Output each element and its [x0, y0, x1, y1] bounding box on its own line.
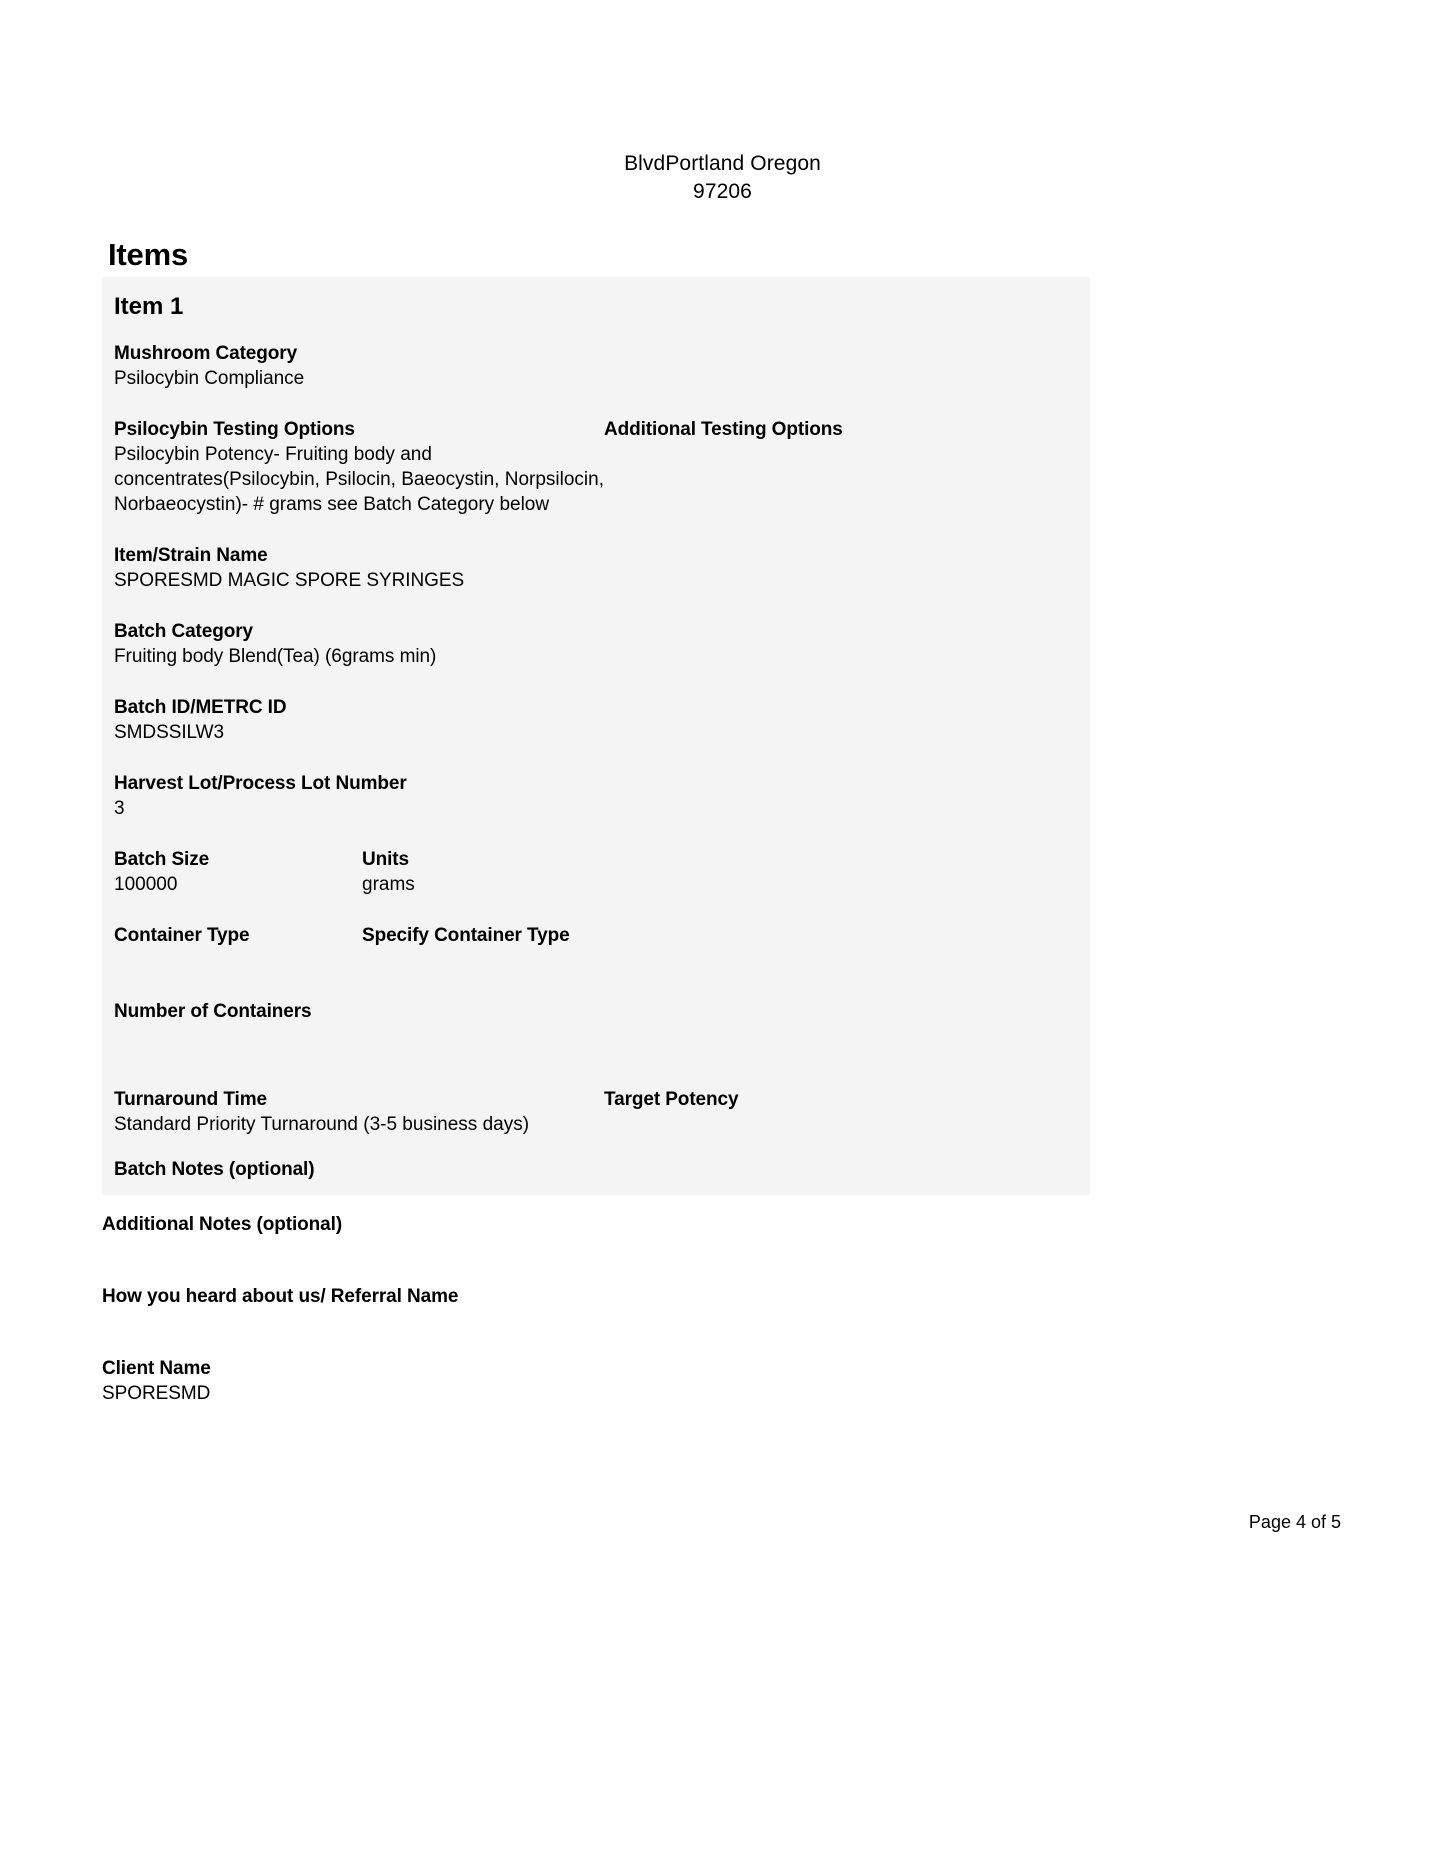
field-item-strain-name: [114, 543, 1090, 593]
turnaround-time-label: Turnaround Time: [114, 1089, 267, 1110]
batch-id-metrc-id-label: Batch ID/METRC ID: [114, 697, 287, 718]
additional-notes-value: [102, 1237, 1090, 1238]
additional-notes-label: Additional Notes (optional): [102, 1214, 343, 1235]
header-address-line-2: 97206: [693, 180, 752, 203]
item-strain-name-label: Item/Strain Name: [114, 545, 268, 566]
field-specify-container-type: [362, 923, 1090, 973]
units-value: grams: [362, 874, 415, 895]
field-units: [362, 847, 1090, 897]
harvest-lot-number-label: Harvest Lot/Process Lot Number: [114, 773, 407, 794]
batch-size-label: Batch Size: [114, 849, 210, 870]
row-batch-size-units: [114, 847, 1090, 897]
specify-container-type-label: Specify Container Type: [362, 925, 570, 946]
psilocybin-testing-options-label: Psilocybin Testing Options: [114, 419, 355, 440]
number-of-containers-label: Number of Containers: [114, 1001, 312, 1022]
field-mushroom-category: [114, 341, 1090, 391]
mushroom-category-value: Psilocybin Compliance: [114, 368, 305, 389]
field-referral: [102, 1284, 1090, 1310]
field-batch-size: [114, 847, 362, 897]
field-client-name: [102, 1356, 1090, 1406]
turnaround-time-value: Standard Priority Turnaround (3-5 business days): [114, 1114, 530, 1135]
field-number-of-containers: [114, 999, 1090, 1049]
page-number-footer: Page 4 of 5: [1248, 1512, 1341, 1532]
document-header: [0, 150, 1445, 206]
batch-notes-value: [114, 1182, 1090, 1207]
field-container-type: [114, 923, 362, 973]
additional-testing-options-label: Additional Testing Options: [604, 419, 843, 440]
items-section-heading: Items: [108, 237, 188, 272]
row-testing-options: [114, 417, 1090, 517]
field-additional-testing-options: [604, 417, 1090, 517]
field-harvest-lot-number: [114, 771, 1090, 821]
field-batch-notes: [114, 1157, 1090, 1207]
additional-testing-options-value: [604, 442, 1090, 467]
item-panel: [102, 277, 1090, 1195]
specify-container-type-value: [362, 948, 1090, 973]
item-title: Item 1: [114, 293, 184, 320]
mushroom-category-label: Mushroom Category: [114, 343, 298, 364]
field-psilocybin-testing-options: [114, 417, 604, 517]
referral-value: [102, 1309, 1090, 1310]
row-turnaround-target: [114, 1087, 1090, 1137]
batch-notes-label: Batch Notes (optional): [114, 1159, 315, 1180]
harvest-lot-number-value: 3: [114, 798, 125, 819]
container-type-value: [114, 948, 362, 973]
target-potency-value: [604, 1112, 1090, 1137]
field-additional-notes: [102, 1212, 1090, 1238]
batch-category-label: Batch Category: [114, 621, 254, 642]
referral-label: How you heard about us/ Referral Name: [102, 1286, 459, 1307]
units-label: Units: [362, 849, 410, 870]
item-strain-name-value: SPORESMD MAGIC SPORE SYRINGES: [114, 570, 465, 591]
field-batch-id-metrc-id: [114, 695, 1090, 745]
psilocybin-testing-options-value: Psilocybin Potency- Fruiting body and concentrates(Psilocybin, Psilocin, Baeocystin, Norpsilocin, Norbaeocystin)- # grams see Batch Category below: [114, 444, 604, 515]
batch-id-metrc-id-value: SMDSSILW3: [114, 722, 225, 743]
target-potency-label: Target Potency: [604, 1089, 739, 1110]
row-container-type: [114, 923, 1090, 973]
field-batch-category: [114, 619, 1090, 669]
header-address-line-1: BlvdPortland Oregon: [624, 152, 821, 175]
batch-category-value: Fruiting body Blend(Tea) (6grams min): [114, 646, 437, 667]
container-type-label: Container Type: [114, 925, 250, 946]
client-name-value: SPORESMD: [102, 1383, 211, 1404]
client-name-label: Client Name: [102, 1358, 211, 1379]
number-of-containers-value: [114, 1024, 1090, 1049]
field-turnaround-time: [114, 1087, 604, 1137]
field-target-potency: [604, 1087, 1090, 1137]
batch-size-value: 100000: [114, 874, 178, 895]
form-fields-section: [102, 1212, 1090, 1452]
